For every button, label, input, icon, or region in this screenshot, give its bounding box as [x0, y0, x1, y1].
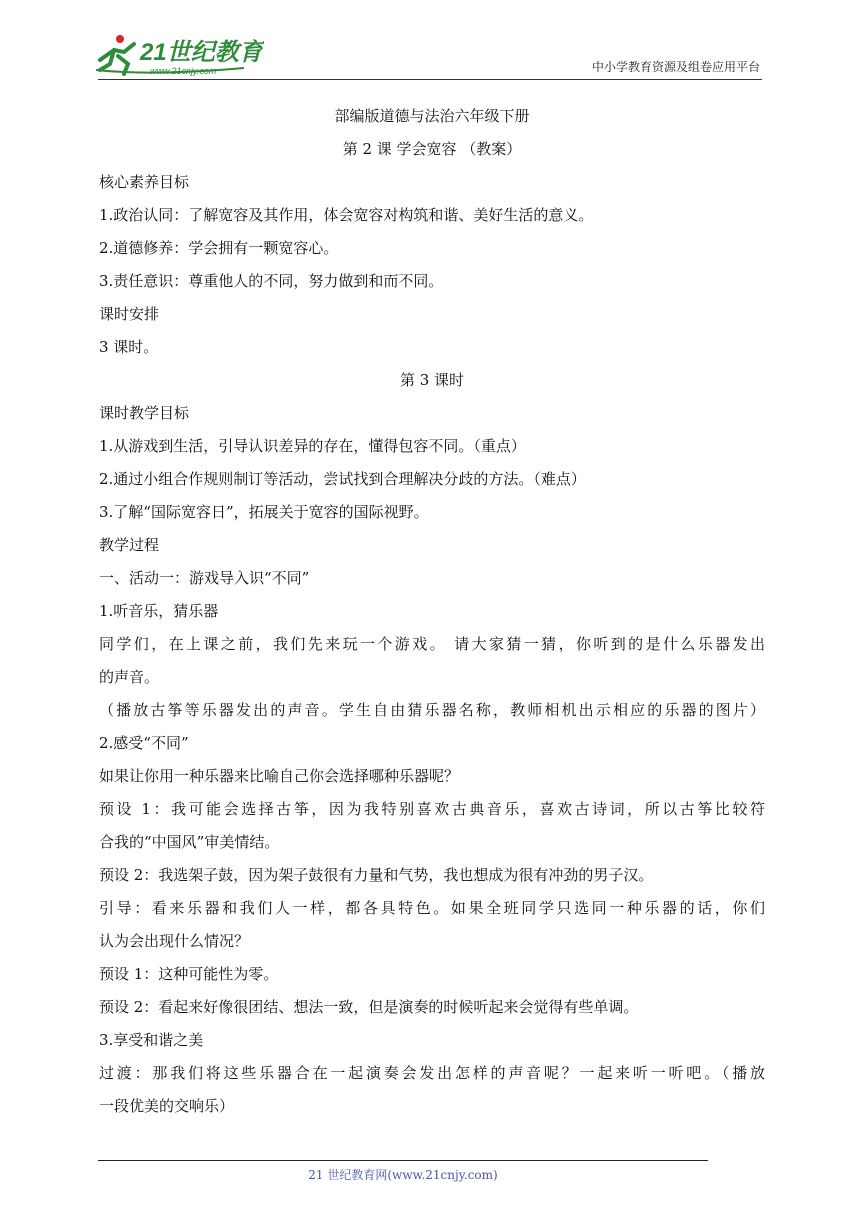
- header-divider: [98, 79, 762, 80]
- doc-line: 预设 2：看起来好像很团结、想法一致，但是演奏的时候听起来会觉得有些单调。: [99, 998, 639, 1016]
- footer-text: 21 世纪教育网(www.21cnjy.com): [308, 1168, 498, 1182]
- doc-line: 认为会出现什么情况？: [99, 932, 250, 950]
- doc-line: 第 3 课时: [399, 371, 465, 389]
- logo-text: 21世纪教育: [140, 39, 263, 66]
- doc-line: 教学过程: [99, 536, 160, 554]
- doc-line: （播放古筝等乐器发出的声音。学生自由猜乐器名称，教师相机出示相应的乐器的图片）: [99, 701, 765, 719]
- doc-subtitle: 第 2 课 学会宽容 （教案）: [342, 140, 522, 158]
- doc-lines: [99, 166, 765, 1123]
- doc-line: 同学们，在上课之前，我们先来玩一个游戏。 请大家猜一猜，你听到的是什么乐器发出: [99, 635, 765, 653]
- doc-line: 3.享受和谐之美: [99, 1031, 204, 1049]
- doc-line: 预设 1：这种可能性为零。: [99, 965, 279, 983]
- doc-line: 一段优美的交响乐）: [99, 1097, 235, 1115]
- doc-line: 2.通过小组合作规则制订等活动，尝试找到合理解决分歧的方法。（难点）: [99, 470, 586, 488]
- doc-line: 1.从游戏到生活，引导认识差异的存在，懂得包容不同。（重点）: [99, 437, 526, 455]
- doc-line: 1.政治认同：了解宽容及其作用，体会宽容对构筑和谐、美好生活的意义。: [99, 206, 594, 224]
- doc-line: 课时教学目标: [99, 404, 190, 422]
- logo: [94, 30, 264, 80]
- doc-line: 1.听音乐，猜乐器: [99, 602, 219, 620]
- doc-line: 3 课时。: [99, 338, 159, 356]
- doc-line: 引导：看来乐器和我们人一样，都各具特色。如果全班同学只选同一种乐器的话，你们: [99, 899, 765, 917]
- doc-line: 合我的“中国风”审美情结。: [99, 833, 280, 851]
- doc-line: 如果让你用一种乐器来比喻自己你会选择哪种乐器呢？: [99, 767, 460, 785]
- doc-line: 2.道德修养：学会拥有一颗宽容心。: [99, 239, 339, 257]
- doc-line: 过渡：那我们将这些乐器合在一起演奏会发出怎样的声音呢？一起来听一听吧。（播放: [99, 1064, 765, 1082]
- doc-line: 一、活动一：游戏导入识“不同”: [99, 569, 310, 587]
- document-body: [99, 100, 765, 1123]
- header-platform-text: 中小学教育资源及组卷应用平台: [591, 60, 760, 74]
- doc-line: 2.感受“不同”: [99, 734, 189, 752]
- doc-line: 预设 2：我选架子鼓，因为架子鼓很有力量和气势，我也想成为很有冲劲的男子汉。: [99, 866, 654, 884]
- doc-title: 部编版道德与法治六年级下册: [334, 107, 530, 125]
- doc-line: 核心素养目标: [99, 173, 190, 191]
- doc-line: 3.了解“国际宽容日”，拓展关于宽容的国际视野。: [99, 503, 429, 521]
- logo-url: www.21cnjy.com: [150, 66, 217, 76]
- doc-line: 课时安排: [99, 305, 160, 323]
- footer-divider: [98, 1160, 708, 1161]
- doc-line: 的声音。: [99, 668, 160, 686]
- page-header: [0, 0, 860, 82]
- doc-line: 3.责任意识：尊重他人的不同，努力做到和而不同。: [99, 272, 444, 290]
- doc-line: 预设 1：我可能会选择古筝，因为我特别喜欢古典音乐，喜欢古诗词，所以古筝比较符: [99, 800, 765, 818]
